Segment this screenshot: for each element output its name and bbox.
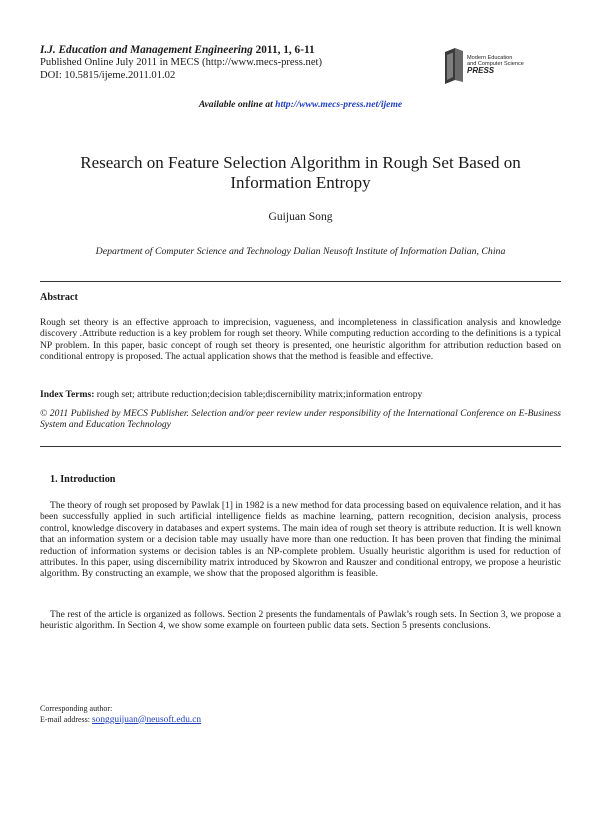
introduction-heading: 1. Introduction: [50, 474, 116, 485]
abstract-heading: Abstract: [40, 292, 78, 303]
copyright-notice: © 2011 Published by MECS Publisher. Selection and/or peer review under responsibility of the International Conference on E-Business System and Education Technology: [40, 408, 561, 431]
introduction-paragraph-1: The theory of rough set proposed by Pawlak [1] in 1982 is a new method for data processing based on equivalence relation, and it has been successfully applied in such artificial intelligence fields as machine learning, pattern recognition, decision analysis, process control, knowledge discovery in databases and expert systems. The main idea of rough set theory is attribute reduction. It is well known that an information system or a decision table may usually have more than one reduction. It has been proven that finding the minimal reduction of information systems or decision tables is an NP-complete problem. Usually heuristic algorithm is used for reduction of attributes. In this paper, using discernibility matrix introduced by Skowron and Rauszer and conditional entropy, we propose a heuristic algorithm. By constructing an example, we show that the proposed algorithm is feasible.: [40, 500, 561, 580]
email-link[interactable]: songguijuan@neusoft.edu.cn: [91, 714, 202, 725]
index-terms-label: Index Terms:: [40, 389, 95, 400]
index-terms-values: rough set; attribute reduction;decision table;discernibility matrix;information entropy: [94, 389, 423, 400]
paper-title: Research on Feature Selection Algorithm in Rough Set Based on Information Entropy: [80, 153, 521, 192]
divider-top: [40, 281, 561, 282]
logo-line-1: Modern Education: [467, 55, 513, 61]
footnote: [40, 704, 201, 725]
journal-url-link[interactable]: http://www.mecs-press.net/ijeme: [275, 99, 403, 110]
publisher-logo: [443, 44, 558, 88]
doi: DOI: 10.5815/ijeme.2011.01.02: [40, 69, 176, 81]
email-label: E-mail address:: [40, 714, 92, 724]
available-online: [0, 99, 601, 110]
journal-header: [40, 44, 322, 82]
author-affiliation: Department of Computer Science and Technology Dalian Neusoft Institute of Information Dalian, China: [95, 246, 506, 257]
book-icon: [443, 46, 465, 86]
available-prefix: Available online at: [198, 99, 276, 110]
divider-bottom: [40, 446, 561, 447]
published-online: Published Online July 2011 in MECS (http://www.mecs-press.net): [40, 57, 322, 69]
journal-issue: 2011, 1, 6-11: [252, 44, 315, 56]
logo-line-3: PRESS: [467, 66, 495, 75]
introduction-paragraph-2: The rest of the article is organized as follows. Section 2 presents the fundamentals of Pawlak’s rough sets. In Section 3, we propose a heuristic algorithm. In Section 4, we show some example on fourteen public data sets. Section 5 presents conclusions.: [40, 609, 561, 632]
logo-line-2: and Computer Science: [467, 61, 524, 67]
corresponding-author-label: Corresponding author:: [40, 704, 113, 713]
index-terms: [40, 389, 561, 400]
journal-name: I.J. Education and Management Engineering: [40, 44, 253, 56]
abstract-text: Rough set theory is an effective approach to imprecision, vagueness, and incompleteness in classification analysis and knowledge discovery .Attribute reduction is a key problem for rough set theory. While computing reduction according to the definitions is a typical NP problem. In this paper, basic concept of rough set theory is presented, one heuristic algorithm for attribution reduction based on conditional entropy is proposed. The actual application shows that the method is feasible and effective.: [40, 317, 561, 363]
author-name: Guijuan Song: [268, 210, 333, 223]
